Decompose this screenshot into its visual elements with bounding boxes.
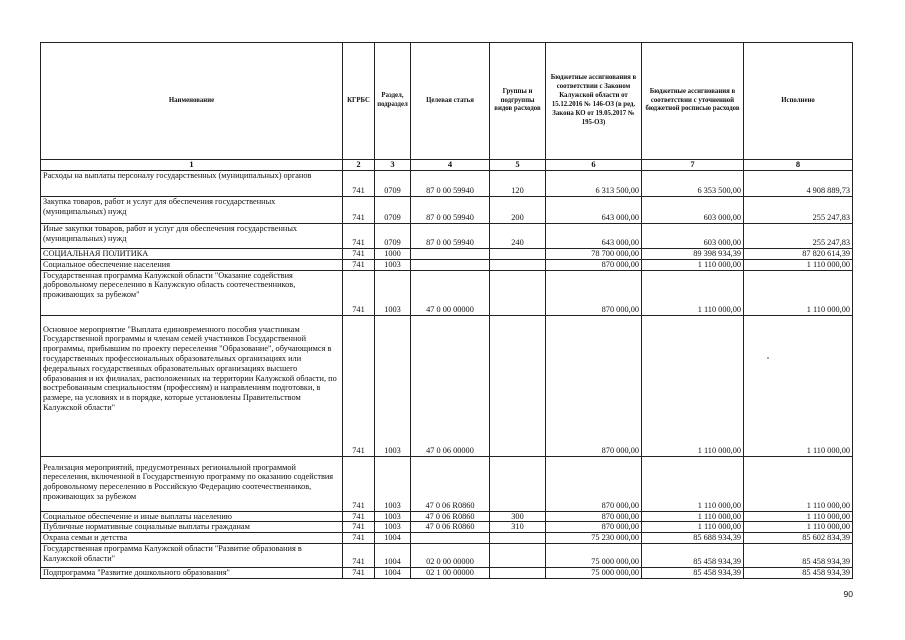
table-row <box>41 171 853 197</box>
table-row <box>41 533 853 544</box>
table-row <box>41 511 853 522</box>
row-kgrbs: 741 <box>343 533 375 544</box>
row-executed-amount: 255 247,83 <box>744 224 853 249</box>
row-executed-amount: 1 110 000,00 <box>744 315 853 456</box>
row-group: 120 <box>490 171 546 197</box>
table-row <box>41 224 853 249</box>
row-law-amount: 643 000,00 <box>546 197 642 224</box>
col-header-executed: Исполнено <box>744 43 853 160</box>
row-section: 1003 <box>375 315 411 456</box>
row-kgrbs: 741 <box>343 315 375 456</box>
row-group: 200 <box>490 197 546 224</box>
row-target: 47 0 00 00000 <box>411 270 490 315</box>
row-executed-amount: 1 110 000,00 <box>744 259 853 270</box>
row-name: Подпрограмма "Развитие дошкольного образования" <box>41 567 343 578</box>
row-section: 1004 <box>375 533 411 544</box>
row-group <box>490 315 546 456</box>
column-number: 3 <box>375 160 411 171</box>
row-adjusted-amount: 1 110 000,00 <box>642 270 744 315</box>
row-section: 0709 <box>375 171 411 197</box>
column-number: 2 <box>343 160 375 171</box>
row-name: Расходы на выплаты персоналу государственных (муниципальных) органов <box>41 171 343 197</box>
row-adjusted-amount: 1 110 000,00 <box>642 315 744 456</box>
row-kgrbs: 741 <box>343 224 375 249</box>
row-adjusted-amount: 1 110 000,00 <box>642 456 744 511</box>
row-section: 1000 <box>375 249 411 260</box>
row-target <box>411 249 490 260</box>
row-executed-amount: 85 458 934,39 <box>744 567 853 578</box>
col-header-law: Бюджетные ассигнования в соответствии с Законом Калужской области от 15.12.2016 № 146-ОЗ (в ред. Закона КО от 19.05.2017 № 195-ОЗ) <box>546 43 642 160</box>
column-number-row <box>41 160 853 171</box>
row-adjusted-amount: 85 458 934,39 <box>642 567 744 578</box>
row-law-amount: 870 000,00 <box>546 259 642 270</box>
row-section: 1004 <box>375 543 411 567</box>
row-kgrbs: 741 <box>343 249 375 260</box>
row-executed-amount: 1 110 000,00 <box>744 270 853 315</box>
row-law-amount: 75 230 000,00 <box>546 533 642 544</box>
row-kgrbs: 741 <box>343 259 375 270</box>
row-executed-amount: 85 602 834,39 <box>744 533 853 544</box>
scan-speck <box>767 357 769 359</box>
row-executed-amount: 87 820 614,39 <box>744 249 853 260</box>
row-target: 02 0 00 00000 <box>411 543 490 567</box>
table-row <box>41 197 853 224</box>
col-header-section: Раздел, подраздел <box>375 43 411 160</box>
row-target: 47 0 06 R0860 <box>411 522 490 533</box>
col-header-kgrbs: КГРБС <box>343 43 375 160</box>
column-number: 5 <box>490 160 546 171</box>
row-executed-amount: 85 458 934,39 <box>744 543 853 567</box>
row-name: Реализация мероприятий, предусмотренных региональной программой переселения, включенной в Государственную программу по оказанию содействия добровольному переселению в Российскую Федерацию соотечественников, проживающих за рубежом <box>41 456 343 511</box>
row-kgrbs: 741 <box>343 522 375 533</box>
row-adjusted-amount: 89 398 934,39 <box>642 249 744 260</box>
row-section: 0709 <box>375 224 411 249</box>
row-target <box>411 533 490 544</box>
row-adjusted-amount: 1 110 000,00 <box>642 522 744 533</box>
row-executed-amount: 255 247,83 <box>744 197 853 224</box>
row-law-amount: 870 000,00 <box>546 511 642 522</box>
row-group: 300 <box>490 511 546 522</box>
row-executed-amount: 4 908 889,73 <box>744 171 853 197</box>
row-kgrbs: 741 <box>343 511 375 522</box>
row-executed-amount: 1 110 000,00 <box>744 511 853 522</box>
col-header-groups: Группы и подгруппы видов расходов <box>490 43 546 160</box>
row-section: 1003 <box>375 259 411 270</box>
column-number: 6 <box>546 160 642 171</box>
row-law-amount: 643 000,00 <box>546 224 642 249</box>
row-name: Публичные нормативные социальные выплаты гражданам <box>41 522 343 533</box>
row-group <box>490 543 546 567</box>
row-target: 02 1 00 00000 <box>411 567 490 578</box>
row-adjusted-amount: 1 110 000,00 <box>642 259 744 270</box>
table-row <box>41 249 853 260</box>
row-name: Основное мероприятие "Выплата единовременного пособия участникам Государственной программы и членам семей участников Государственной программы, прибывшим по проекту переселения "Образование", обучающимся в государственных профессиональных образовательных организациях или федеральных государственных образовательных организациях высшего образования и их филиалах, расположенных на территории Калужской области, по востребованным специальностям (профессиям) и направлениям подготовки, в размере, на условиях и в порядке, которые установлены Правительством Калужской области" <box>41 315 343 456</box>
row-name: Социальное обеспечение и иные выплаты населению <box>41 511 343 522</box>
row-adjusted-amount: 1 110 000,00 <box>642 511 744 522</box>
row-name: Государственная программа Калужской области "Оказание содействия добровольному переселению в Калужскую область соотечественников, проживающих за рубежом" <box>41 270 343 315</box>
row-target <box>411 259 490 270</box>
row-group: 310 <box>490 522 546 533</box>
row-group <box>490 533 546 544</box>
col-header-adjusted: Бюджетные ассигнования в соответствии с уточненной бюджетной росписью расходов <box>642 43 744 160</box>
row-kgrbs: 741 <box>343 567 375 578</box>
row-law-amount: 870 000,00 <box>546 315 642 456</box>
row-kgrbs: 741 <box>343 171 375 197</box>
row-target: 47 0 06 00000 <box>411 315 490 456</box>
row-target: 47 0 06 R0860 <box>411 456 490 511</box>
row-group <box>490 259 546 270</box>
row-target: 47 0 06 R0860 <box>411 511 490 522</box>
budget-table <box>40 42 853 579</box>
table-row <box>41 522 853 533</box>
row-name: Государственная программа Калужской области "Развитие образования в Калужской области" <box>41 543 343 567</box>
row-target: 87 0 00 59940 <box>411 224 490 249</box>
row-law-amount: 6 313 500,00 <box>546 171 642 197</box>
column-number: 1 <box>41 160 343 171</box>
row-name: Охрана семьи и детства <box>41 533 343 544</box>
row-law-amount: 870 000,00 <box>546 270 642 315</box>
column-number: 7 <box>642 160 744 171</box>
row-law-amount: 78 700 000,00 <box>546 249 642 260</box>
column-number: 4 <box>411 160 490 171</box>
row-group <box>490 270 546 315</box>
row-adjusted-amount: 85 688 934,39 <box>642 533 744 544</box>
row-kgrbs: 741 <box>343 270 375 315</box>
row-law-amount: 870 000,00 <box>546 522 642 533</box>
row-group: 240 <box>490 224 546 249</box>
row-kgrbs: 741 <box>343 456 375 511</box>
row-group <box>490 567 546 578</box>
table-row <box>41 567 853 578</box>
row-name: Социальное обеспечение населения <box>41 259 343 270</box>
row-law-amount: 75 000 000,00 <box>546 567 642 578</box>
table-row <box>41 315 853 456</box>
table-row <box>41 543 853 567</box>
row-kgrbs: 741 <box>343 197 375 224</box>
row-adjusted-amount: 603 000,00 <box>642 197 744 224</box>
row-adjusted-amount: 85 458 934,39 <box>642 543 744 567</box>
page-number: 90 <box>843 589 853 599</box>
row-adjusted-amount: 603 000,00 <box>642 224 744 249</box>
row-law-amount: 870 000,00 <box>546 456 642 511</box>
header-row <box>41 43 853 160</box>
table-row <box>41 270 853 315</box>
row-law-amount: 75 000 000,00 <box>546 543 642 567</box>
row-section: 1003 <box>375 456 411 511</box>
column-number: 8 <box>744 160 853 171</box>
row-executed-amount: 1 110 000,00 <box>744 456 853 511</box>
col-header-target: Целевая статья <box>411 43 490 160</box>
row-name: СОЦИАЛЬНАЯ ПОЛИТИКА <box>41 249 343 260</box>
row-group <box>490 456 546 511</box>
table-row <box>41 456 853 511</box>
row-section: 1003 <box>375 511 411 522</box>
row-section: 1003 <box>375 522 411 533</box>
col-header-name: Наименование <box>41 43 343 160</box>
row-name: Иные закупки товаров, работ и услуг для обеспечения государственных (муниципальных) нужд <box>41 224 343 249</box>
row-adjusted-amount: 6 353 500,00 <box>642 171 744 197</box>
row-target: 87 0 00 59940 <box>411 171 490 197</box>
row-section: 0709 <box>375 197 411 224</box>
row-kgrbs: 741 <box>343 543 375 567</box>
table-row <box>41 259 853 270</box>
row-target: 87 0 00 59940 <box>411 197 490 224</box>
row-section: 1003 <box>375 270 411 315</box>
row-executed-amount: 1 110 000,00 <box>744 522 853 533</box>
row-section: 1004 <box>375 567 411 578</box>
row-name: Закупка товаров, работ и услуг для обеспечения государственных (муниципальных) нужд <box>41 197 343 224</box>
row-group <box>490 249 546 260</box>
